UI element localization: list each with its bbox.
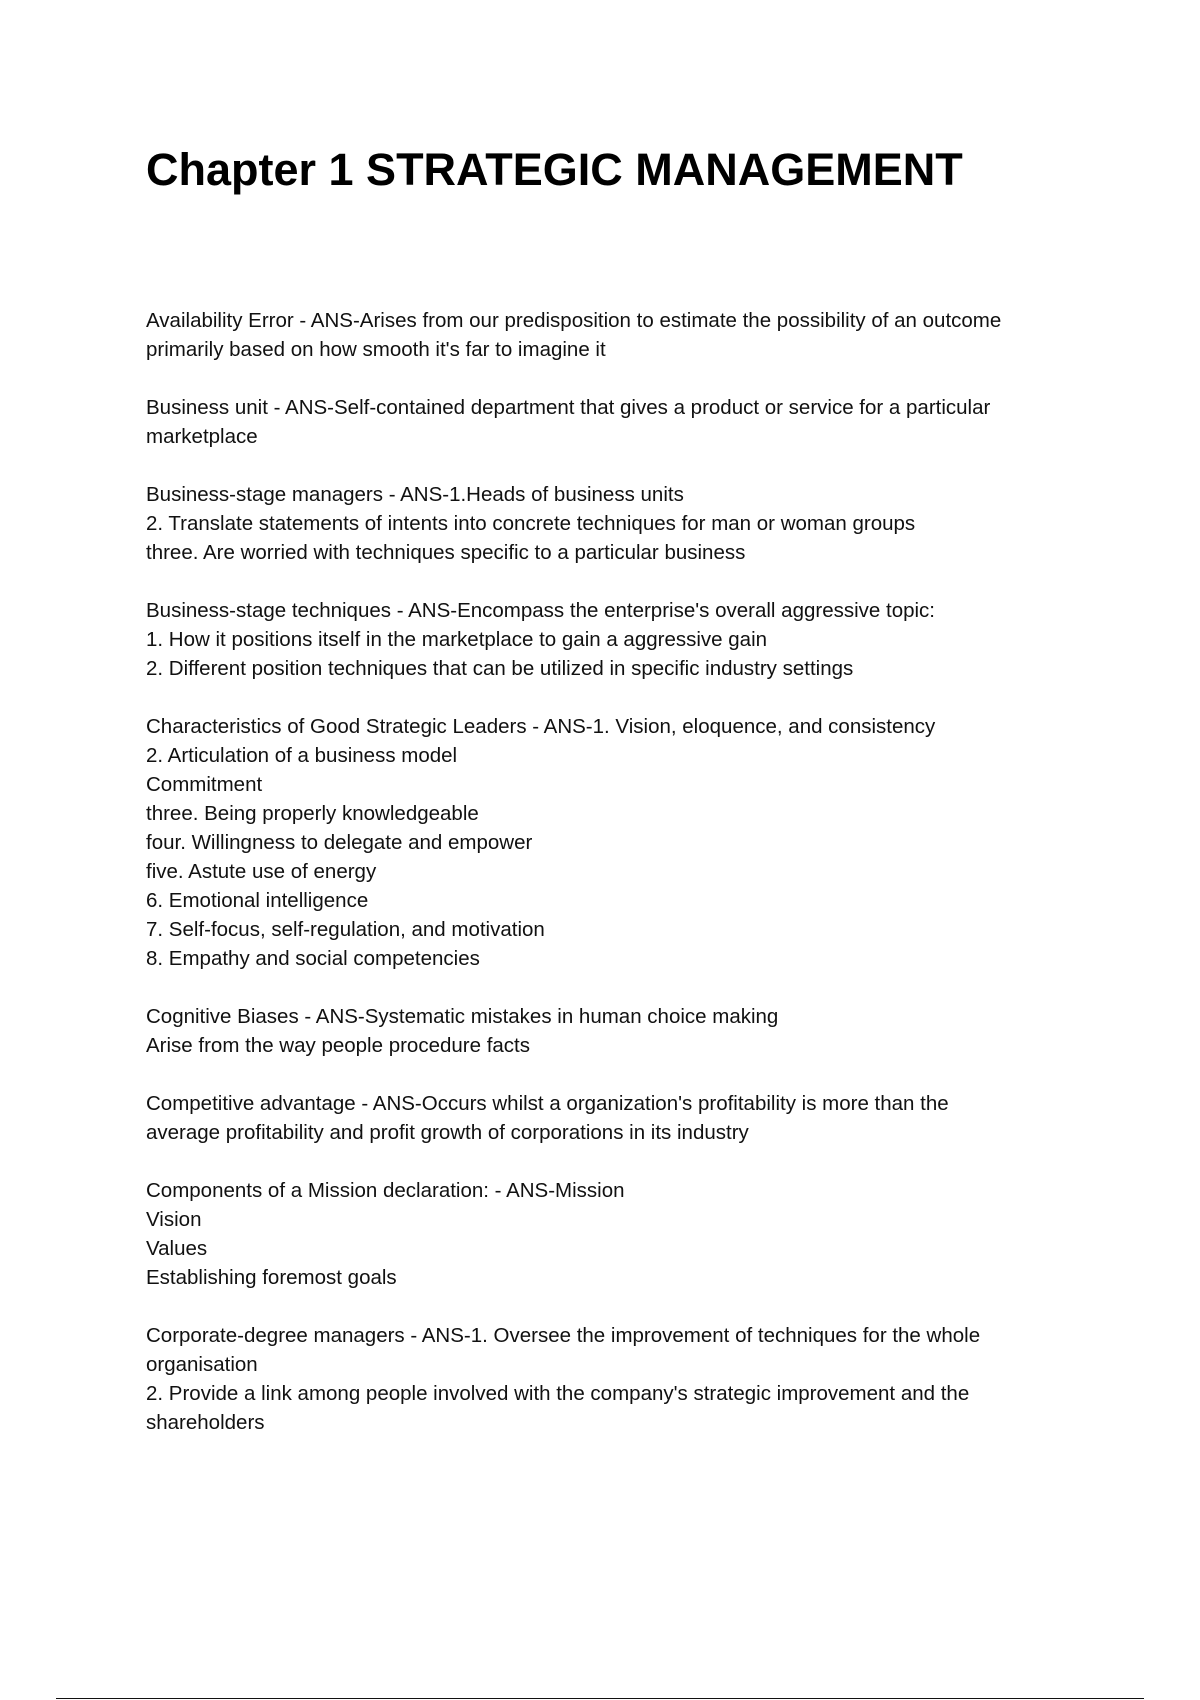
page-bottom-divider bbox=[56, 1698, 1144, 1699]
entry-line: Competitive advantage - ANS-Occurs whilst a organization's profitability is more than the bbox=[146, 1092, 949, 1115]
entry-cognitive-biases bbox=[146, 1002, 1096, 1060]
entry-corporate-degree-managers bbox=[146, 1321, 1096, 1437]
entry-line: 6. Emotional intelligence bbox=[146, 889, 369, 912]
entry-characteristics-of-good-strategic-leaders bbox=[146, 712, 1096, 973]
entry-line: three. Being properly knowledgeable bbox=[146, 802, 479, 825]
entry-line: Corporate-degree managers - ANS-1. Oversee the improvement of techniques for the whole bbox=[146, 1324, 981, 1347]
entry-line: Values bbox=[146, 1237, 208, 1260]
entry-line: 2. Different position techniques that can be utilized in specific industry settings bbox=[146, 657, 854, 680]
entry-line: 2. Translate statements of intents into concrete techniques for man or woman groups bbox=[146, 512, 916, 535]
entry-line: 2. Articulation of a business model bbox=[146, 744, 458, 767]
entry-line: primarily based on how smooth it's far to imagine it bbox=[146, 338, 606, 361]
entry-line: Arise from the way people procedure facts bbox=[146, 1034, 530, 1057]
entry-line: shareholders bbox=[146, 1411, 265, 1434]
entry-line: Business-stage techniques - ANS-Encompass the enterprise's overall aggressive topic: bbox=[146, 599, 935, 622]
page-title: Chapter 1 STRATEGIC MANAGEMENT bbox=[146, 144, 963, 195]
entry-line: three. Are worried with techniques specific to a particular business bbox=[146, 541, 746, 564]
entry-line: 1. How it positions itself in the marketplace to gain a aggressive gain bbox=[146, 628, 768, 651]
entry-line: Commitment bbox=[146, 773, 263, 796]
entry-business-unit bbox=[146, 393, 1096, 451]
entry-line: Characteristics of Good Strategic Leaders - ANS-1. Vision, eloquence, and consistency bbox=[146, 715, 936, 738]
entry-line: Business unit - ANS-Self-contained department that gives a product or service for a particular bbox=[146, 396, 991, 419]
entry-line: marketplace bbox=[146, 425, 258, 448]
entry-line: Availability Error - ANS-Arises from our predisposition to estimate the possibility of an outcome bbox=[146, 309, 1002, 332]
glossary-entries bbox=[146, 306, 1096, 1466]
entry-line: average profitability and profit growth of corporations in its industry bbox=[146, 1121, 749, 1144]
entry-line: 7. Self-focus, self-regulation, and motivation bbox=[146, 918, 545, 941]
entry-line: four. Willingness to delegate and empower bbox=[146, 831, 533, 854]
entry-line: organisation bbox=[146, 1353, 258, 1376]
entry-business-stage-managers bbox=[146, 480, 1096, 567]
entry-line: Components of a Mission declaration: - ANS-Mission bbox=[146, 1179, 625, 1202]
entry-line: Establishing foremost goals bbox=[146, 1266, 397, 1289]
entry-line: Business-stage managers - ANS-1.Heads of business units bbox=[146, 483, 684, 506]
entry-line: 8. Empathy and social competencies bbox=[146, 947, 480, 970]
entry-line: Vision bbox=[146, 1208, 202, 1231]
entry-line: Cognitive Biases - ANS-Systematic mistakes in human choice making bbox=[146, 1005, 779, 1028]
entry-business-stage-techniques bbox=[146, 596, 1096, 683]
entry-availability-error bbox=[146, 306, 1096, 364]
entry-line: 2. Provide a link among people involved with the company's strategic improvement and the bbox=[146, 1382, 970, 1405]
entry-components-of-mission-declaration bbox=[146, 1176, 1096, 1292]
entry-line: five. Astute use of energy bbox=[146, 860, 377, 883]
entry-competitive-advantage bbox=[146, 1089, 1096, 1147]
